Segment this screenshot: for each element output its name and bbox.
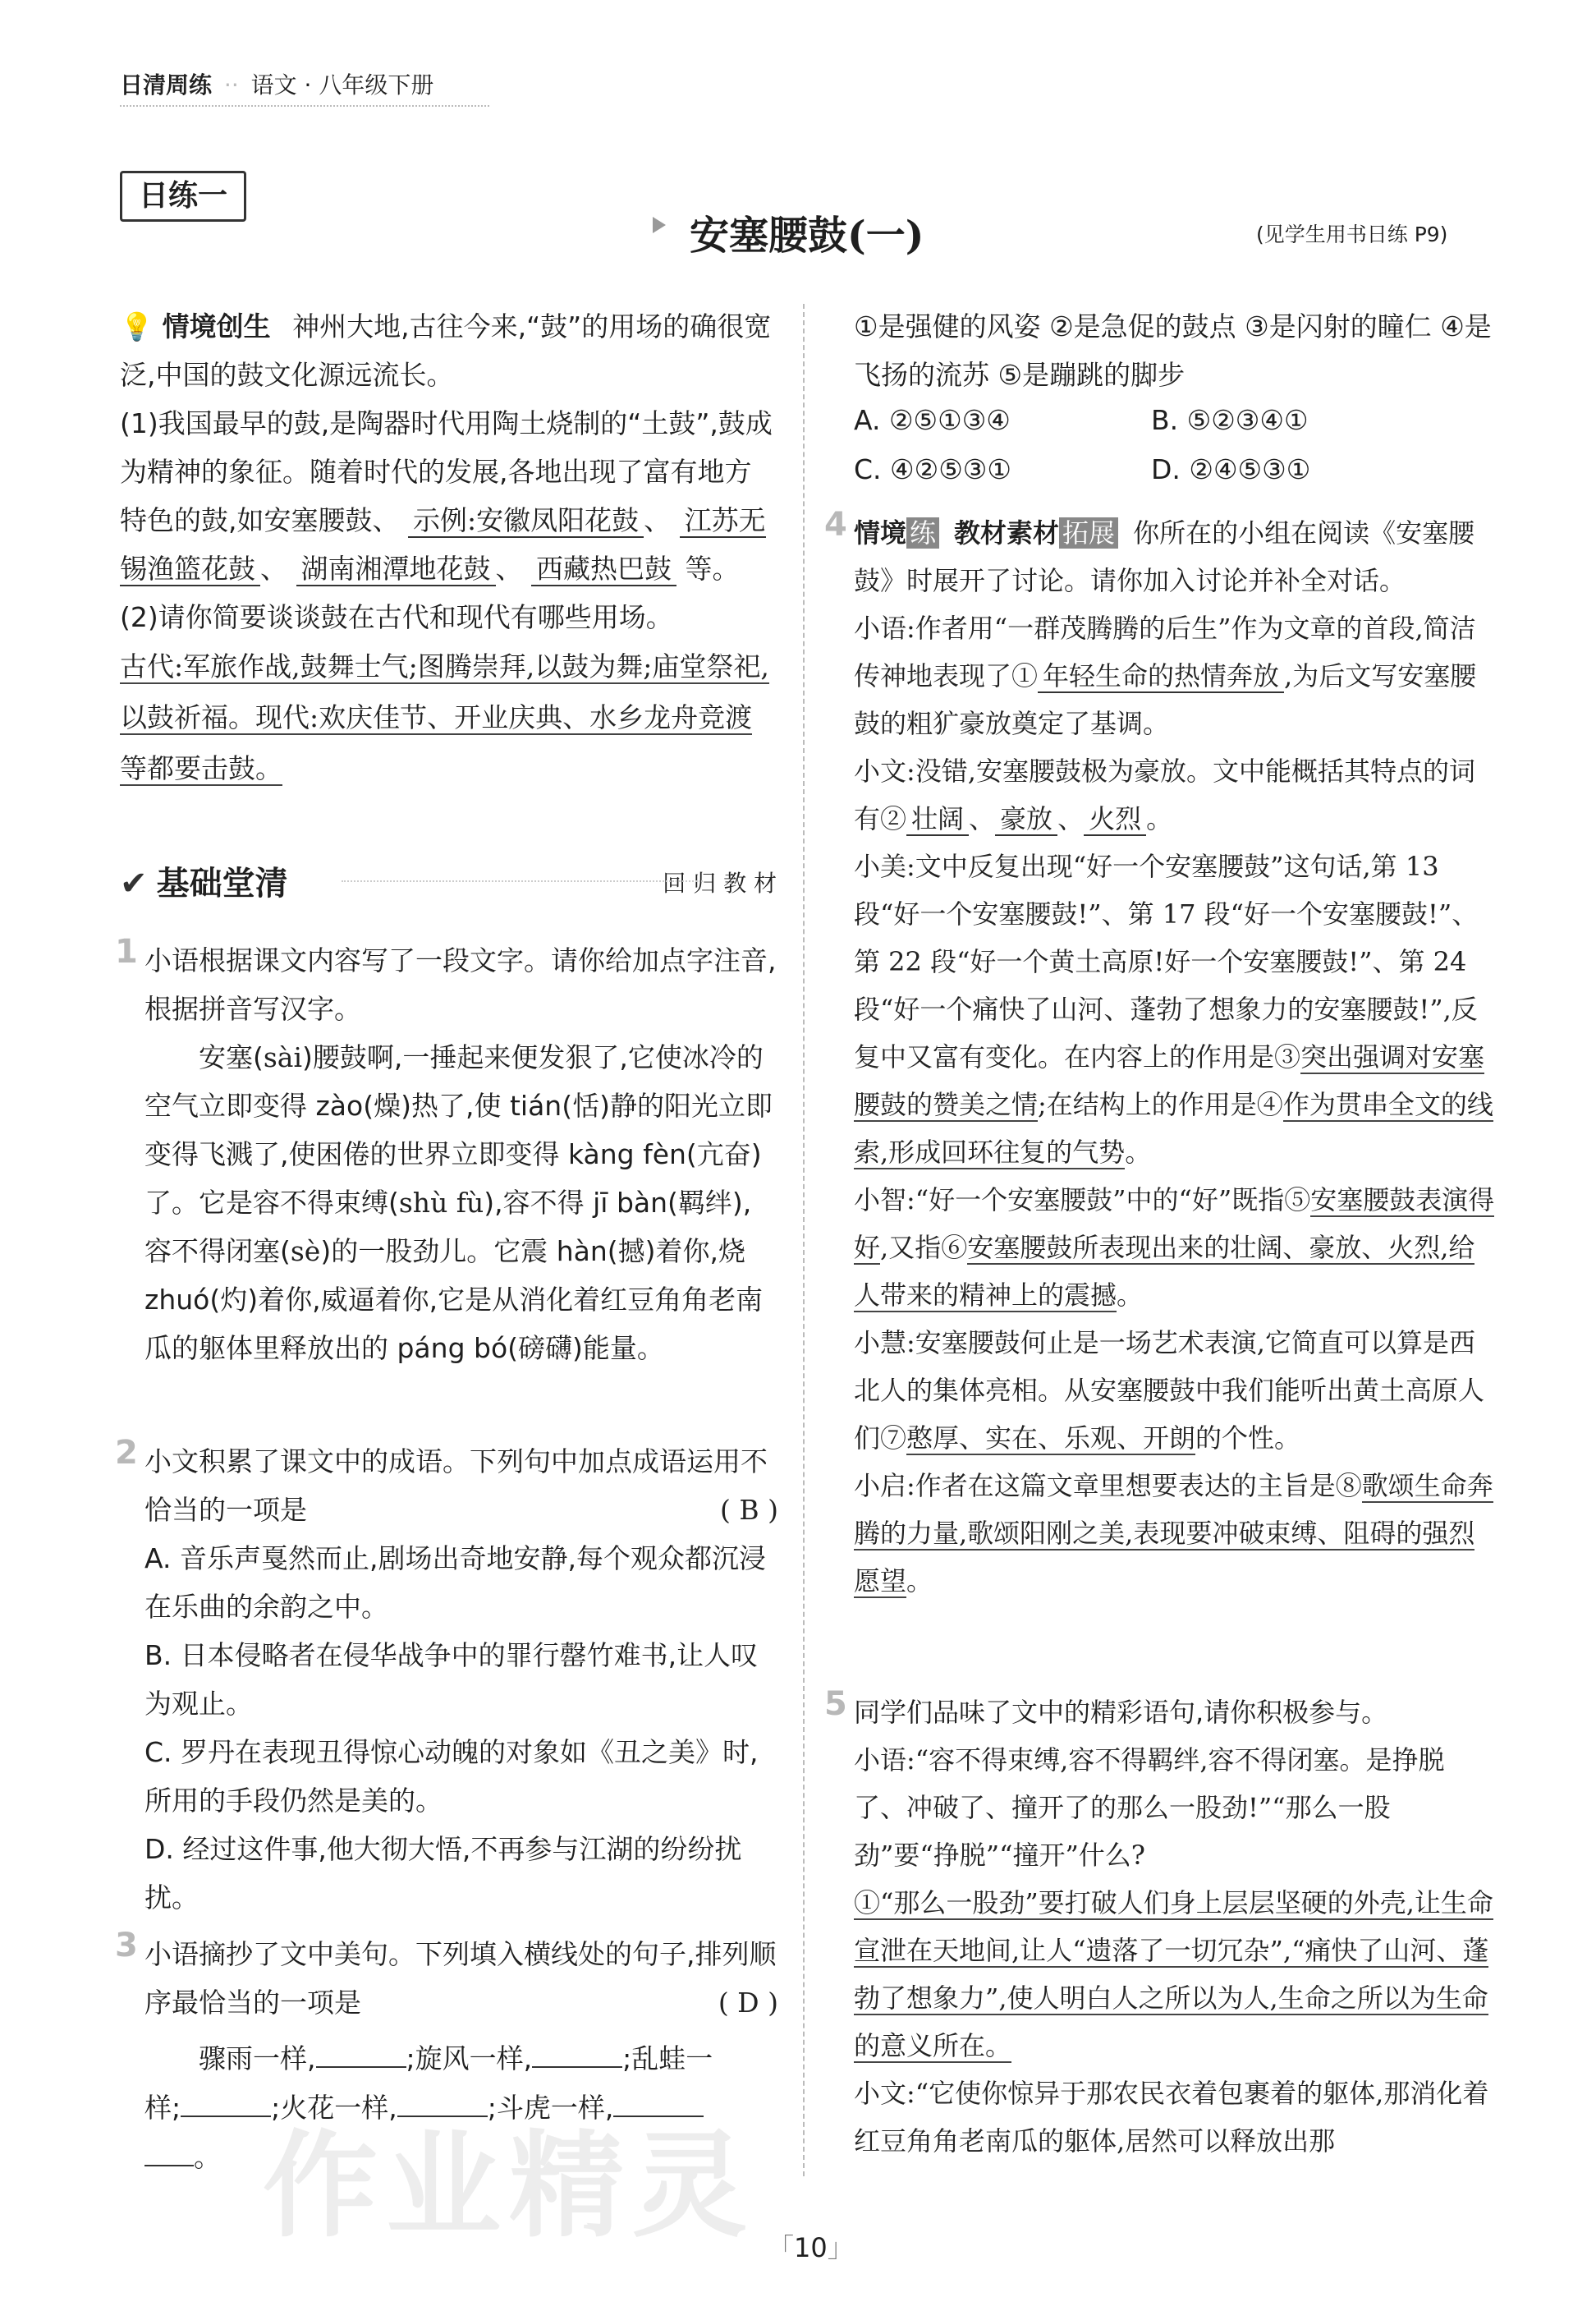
q4-answer-5: 安塞腰鼓表演得好 xyxy=(854,1184,1495,1263)
daily-label-box xyxy=(120,171,246,222)
intro-text: 神州大地,古往今来,“鼓”的用场的确很宽泛,中国的鼓文化源远流长。 xyxy=(120,310,772,391)
q4-answer-4: 作为贯串全文的线索,形成回环往复的气势 xyxy=(854,1089,1493,1168)
daily-label: 日练一 xyxy=(138,179,227,213)
q2-number: 2 xyxy=(115,1434,138,1472)
q2-answer: ( B ) xyxy=(720,1494,778,1526)
intro-q2-answer: 古代:军旅作战,鼓舞士气;图腾崇拜,以鼓为舞;庙堂祭祀,以鼓祈福。现代:欢庆佳节、开业庆典、水乡龙舟竞渡等都要击鼓。 xyxy=(120,650,769,784)
section-rule xyxy=(342,880,703,882)
reference-note: (见学生用书日练 P9) xyxy=(1256,223,1448,246)
answer-drum-1: 示例:安徽凤阳花鼓 xyxy=(408,504,644,538)
q3-answer: ( D ) xyxy=(718,1987,778,2019)
q4-tag-material: 教材素材 xyxy=(954,517,1060,549)
q3-option-b: B. ⑤②③④① xyxy=(1151,404,1309,436)
watermark: 作业精灵 xyxy=(263,2120,756,2253)
check-icon: ✔ xyxy=(120,865,148,903)
q1-stem: 小语根据课文内容写了一段文字。请你给加点字注音,根据拼音写汉字。 xyxy=(144,944,777,1025)
q5-dialog-2: 小文:“它使你惊异于那农民衣着包裹着的躯体,那消化着红豆角角老南瓜的躯体,居然可以释放出那 xyxy=(854,2078,1489,2157)
q5-stem: 同学们品味了文中的精彩语句,请你积极参与。 xyxy=(854,1697,1388,1728)
page-header xyxy=(120,67,433,100)
q2-option-a: A. 音乐声戛然而止,剧场出奇地安静,每个观众都沉浸在乐曲的余韵之中。 xyxy=(144,1542,766,1623)
q4-answer-1: 年轻生命的热情奔放 xyxy=(1038,660,1284,693)
q4-answer-8: 歌颂生命奔腾的力量,歌颂阳刚之美,表现要冲破束缚、阻碍的强烈愿望 xyxy=(854,1470,1493,1596)
q1-block xyxy=(144,936,778,1372)
q4-answer-2b: 豪放 xyxy=(995,803,1057,836)
q4-answer-2a: 壮阔 xyxy=(906,803,969,836)
q2-option-d: D. 经过这件事,他大彻大悟,不再参与江湖的纷纷扰扰。 xyxy=(144,1833,742,1913)
q4-stem: 你所在的小组在阅读《安塞腰鼓》时展开了讨论。请你加入讨论并补全对话。 xyxy=(854,517,1475,596)
intro-q1: (1)我国最早的鼓,是陶器时代用陶土烧制的“土鼓”,鼓成为精神的象征。随着时代的发展,各地出现了富有地方特色的鼓,如安塞腰鼓、 xyxy=(120,407,773,536)
intro-q2: (2)请你简要谈谈鼓在古代和现代有哪些用场。 xyxy=(120,601,673,633)
q4-tag-practice: 练 xyxy=(906,517,939,549)
q3-number: 3 xyxy=(115,1927,138,1964)
q1-answer-4: 亢奋 xyxy=(696,1138,751,1170)
header-rule xyxy=(120,105,489,107)
q3-option-a: A. ②⑤①③④ xyxy=(854,404,1011,436)
q4-answer-3: 突出强调对安塞腰鼓的赞美之情 xyxy=(854,1041,1485,1120)
q2-block xyxy=(144,1437,778,1922)
q1-answer-10: 磅礴 xyxy=(518,1332,573,1364)
play-icon xyxy=(653,217,666,233)
q1-answer-7: sè xyxy=(290,1235,321,1267)
q1-answer-8: 撼 xyxy=(617,1235,645,1267)
brand-label: 日清周练 xyxy=(120,71,213,99)
q2-stem: 小文积累了课文中的成语。下列句中加点成语运用不恰当的一项是 xyxy=(144,1445,768,1526)
q4-dialog-5: 小慧:安塞腰鼓何止是一场艺术表演,它简直可以算是西北人的集体亮相。从安塞腰鼓中我们能听出黄土高原人们⑦憨厚、实在、乐观、开朗的个性。 xyxy=(854,1327,1485,1454)
q1-answer-6: 羁绊 xyxy=(677,1187,732,1219)
column-divider xyxy=(803,304,805,2176)
q4-block xyxy=(854,509,1496,1605)
q5-number: 5 xyxy=(824,1685,847,1723)
q3-stem: 小语摘抄了文中美句。下列填入横线处的句子,排列顺序最恰当的一项是 xyxy=(144,1938,777,2019)
q5-dialog-1: 小语:“容不得束缚,容不得羁绊,容不得闭塞。是挣脱了、冲破了、撞开了的那么一股劲!”“那么一股劲”要“挣脱”“撞开”什么? xyxy=(854,1744,1445,1871)
section-title: 基础堂清 xyxy=(156,865,288,903)
q3-option-c: C. ④②⑤③① xyxy=(854,453,1011,485)
q4-tag-extend: 拓展 xyxy=(1059,517,1118,549)
intro-tag: 情境创生 xyxy=(162,310,271,342)
q5-block xyxy=(854,1688,1496,2165)
section-header xyxy=(120,857,777,907)
q4-dialog-1: 小语:作者用“一群茂腾腾的后生”作为文章的首段,简洁传神地表现了① 年轻生命的热情奔放 ,为后文写安塞腰鼓的粗犷豪放奠定了基调。 xyxy=(854,613,1477,739)
lesson-title: 安塞腰鼓(一) xyxy=(690,213,924,259)
q1-number: 1 xyxy=(115,933,138,971)
q1-passage: 安塞(sài)腰鼓啊,一捶起来便发狠了,它使冰冷的空气立即变得 zào(燥)热了,使 tián(恬)静的阳光立即变得飞溅了,使困倦的世界立即变得 kàng fèn(亢奋)了。它是容不得束缚(shù fù),容不得 jī bàn(羁绊),容不得闭塞(sè)的一股劲儿。它震 hàn(撼)着你,烧 zhuó(灼)着你,威逼着你,它是从消化着红豆角角老南瓜的躯体里释放出的 páng bó(磅礴)能量。 xyxy=(144,1041,773,1364)
subject-label: 语文 · 八年级下册 xyxy=(250,71,434,99)
q3-choices: ①是强健的风姿 ②是急促的鼓点 ③是闪射的瞳仁 ④是飞扬的流苏 ⑤是蹦跳的脚步 xyxy=(854,310,1492,391)
q5-answer-1: ①“那么一股劲”要打破人们身上层层坚硬的外壳,让生命宣泄在天地间,让人“遗落了一切冗杂”,“痛快了山河、蓬勃了想象力”,使人明白人之所以为人,生命之所以为生命的意义所在。 xyxy=(854,1887,1493,2061)
q2-option-c: C. 罗丹在表现丑得惊心动魄的对象如《丑之美》时,所用的手段仍然是美的。 xyxy=(144,1736,759,1817)
answer-drum-2: 江苏无锡渔篮花鼓 xyxy=(120,504,766,585)
q4-answer-7: 憨厚、实在、乐观、开朗 xyxy=(906,1422,1196,1454)
q1-answer-3: 恬 xyxy=(572,1090,600,1122)
page-number-text: 10 xyxy=(794,2232,828,2263)
q4-answer-2c: 火烈 xyxy=(1084,803,1146,836)
answer-drum-3: 湖南湘潭地花鼓 xyxy=(296,553,496,586)
answer-drum-4: 西藏热巴鼓 xyxy=(531,553,676,586)
q4-number: 4 xyxy=(824,506,847,544)
q4-dialog-6: 小启:作者在这篇文章里想要表达的主旨是⑧歌颂生命奔腾的力量,歌颂阳刚之美,表现要冲破束缚、阻碍的强烈愿望。 xyxy=(854,1470,1493,1596)
q4-answer-6: 安塞腰鼓所表现出来的壮阔、豪放、火烈,给人带来的精神上的震撼 xyxy=(854,1232,1475,1311)
bulb-icon: 💡 xyxy=(120,310,154,342)
q3-option-d: D. ②④⑤③① xyxy=(1151,453,1311,485)
header-divider: ·· xyxy=(223,71,239,99)
page-number: 「10」 xyxy=(768,2232,854,2263)
q3-line-3: 。 xyxy=(144,2132,778,2181)
intro-q1-end: 等。 xyxy=(685,553,740,585)
q1-answer-1: sài xyxy=(263,1041,303,1073)
q2-option-b: B. 日本侵略者在侵华战争中的罪行罄竹难书,让人叹为观止。 xyxy=(144,1639,759,1720)
q1-answer-9: 灼 xyxy=(220,1284,248,1316)
q3-line-2: 样; ;火花一样, ;斗虎一样, xyxy=(144,2083,778,2132)
section-tag: 回 归 教 材 xyxy=(663,870,777,897)
q4-dialog-3: 小美:文中反复出现“好一个安塞腰鼓”这句话,第 13 段“好一个安塞腰鼓!”、第 17 段“好一个安塞腰鼓!”、第 22 段“好一个黄土高原!好一个安塞腰鼓!”、第 24 段“好一个痛快了山河、蓬勃了想象力的安塞腰鼓!”,反复中又富有变化。在内容上的作用是③突出强调对安塞腰鼓的赞美之情;在结构上的作用是④作为贯串全文的线索,形成回环往复的气势。 xyxy=(854,851,1493,1168)
q4-dialog-4: 小智:“好一个安塞腰鼓”中的“好”既指⑤安塞腰鼓表演得好,又指⑥安塞腰鼓所表现出来的壮阔、豪放、火烈,给人带来的精神上的震撼。 xyxy=(854,1184,1495,1311)
q4-dialog-2: 小文:没错,安塞腰鼓极为豪放。文中能概括其特点的词有② 壮阔 、 豪放 、 火烈 。 xyxy=(854,756,1475,834)
q3-line-1: 骤雨一样, ;旋风一样, ;乱蛙一 xyxy=(144,2033,778,2083)
q4-tag-scene: 情境 xyxy=(854,517,907,549)
q1-answer-2: 燥 xyxy=(374,1090,401,1122)
q1-answer-5: shù fù xyxy=(398,1187,484,1219)
intro-block: 💡 情境创生 神州大地,古往今来,“鼓”的用场的确很宽泛,中国的鼓文化源远流长。 (1)我国最早的鼓,是陶器时代用陶土烧制的“土鼓”,鼓成为精神的象征。随着时代的发展,各地出现了富有地方特色的鼓,如安塞腰鼓、 示例:安徽凤阳花鼓 、 江苏无锡渔篮花鼓 、 湖南湘潭地花鼓 、 西藏热巴鼓 等。 (2)请你简要谈谈鼓在古代和现代有哪些用场。 古代:军旅作战,鼓舞士气;图腾崇拜,以鼓为舞;庙堂祭祀,以鼓祈福。现代:欢庆佳节、开业庆典、水乡龙舟竞渡等都要击鼓。 xyxy=(120,302,777,794)
